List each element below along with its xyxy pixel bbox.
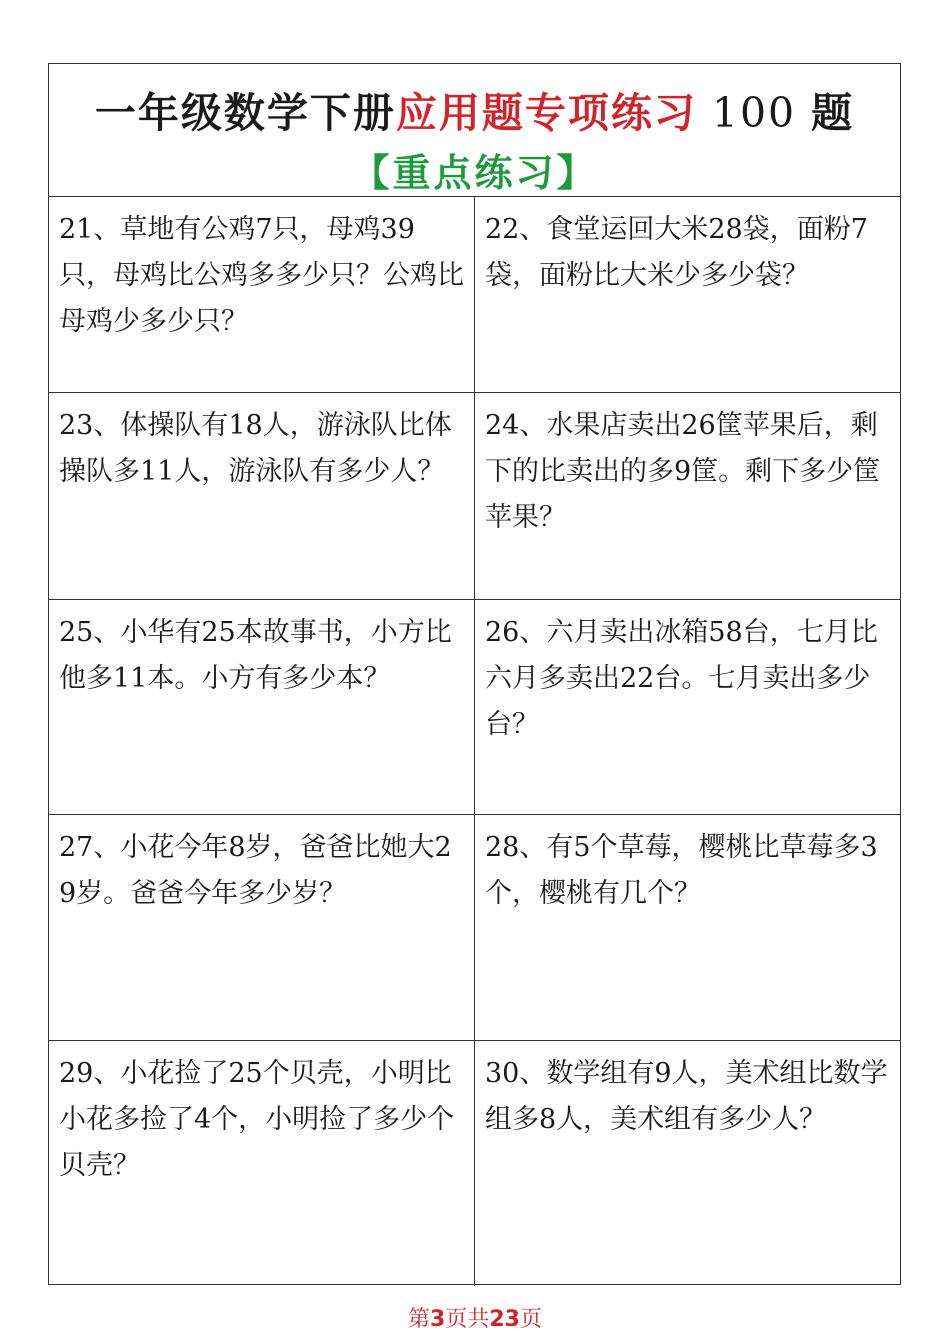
problem-row: [49, 1041, 900, 1286]
title-box: [49, 64, 900, 197]
problem-grid: [49, 197, 900, 1284]
problem-21: 21、草地有公鸡7只，母鸡39只，母鸡比公鸡多多少只？公鸡比母鸡少多少只？: [49, 197, 475, 392]
footer-prefix: 第: [408, 1307, 431, 1332]
title-end: 题: [811, 89, 855, 137]
title-number: 100: [696, 89, 812, 137]
problem-row: [49, 197, 900, 393]
problem-26: 26、六月卖出冰箱58台，七月比六月多卖出22台。七月卖出多少台？: [485, 617, 878, 740]
footer-suffix: 页: [519, 1307, 542, 1332]
problem-28: 28、有5个草莓，樱桃比草莓多3个，樱桃有几个？: [485, 832, 878, 909]
problem-25: 25、小华有25本故事书，小方比他多11本。小方有多少本？: [49, 600, 475, 814]
page-subtitle: 【重点练习】: [351, 150, 598, 195]
problem-23: 23、体操队有18人，游泳队比体操队多11人，游泳队有多少人？: [49, 393, 475, 599]
footer-page-number: 3: [430, 1307, 446, 1332]
title-red: 应用题专项练习: [395, 89, 697, 137]
page-footer: [0, 1302, 950, 1333]
footer-page-total: 23: [489, 1307, 520, 1332]
problem-29: 29、小花捡了25个贝壳，小明比小花多捡了4个，小明捡了多少个贝壳？: [49, 1041, 475, 1286]
worksheet: [48, 63, 901, 1285]
problem-30: 30、数学组有9人，美术组比数学组多8人，美术组有多少人？: [485, 1058, 888, 1135]
problem-27: 27、小花今年8岁，爸爸比她大29岁。爸爸今年多少岁？: [49, 815, 475, 1040]
problem-row: [49, 393, 900, 600]
page-title: [49, 80, 900, 139]
footer-middle: 页共: [445, 1307, 490, 1332]
problem-22: 22、食堂运回大米28袋，面粉7袋，面粉比大米少多少袋？: [485, 214, 868, 291]
problem-24: 24、水果店卖出26筐苹果后，剩下的比卖出的多9筐。剩下多少筐苹果？: [485, 410, 881, 533]
problem-row: [49, 815, 900, 1041]
title-black: 一年级数学下册: [94, 89, 396, 137]
problem-row: [49, 600, 900, 815]
